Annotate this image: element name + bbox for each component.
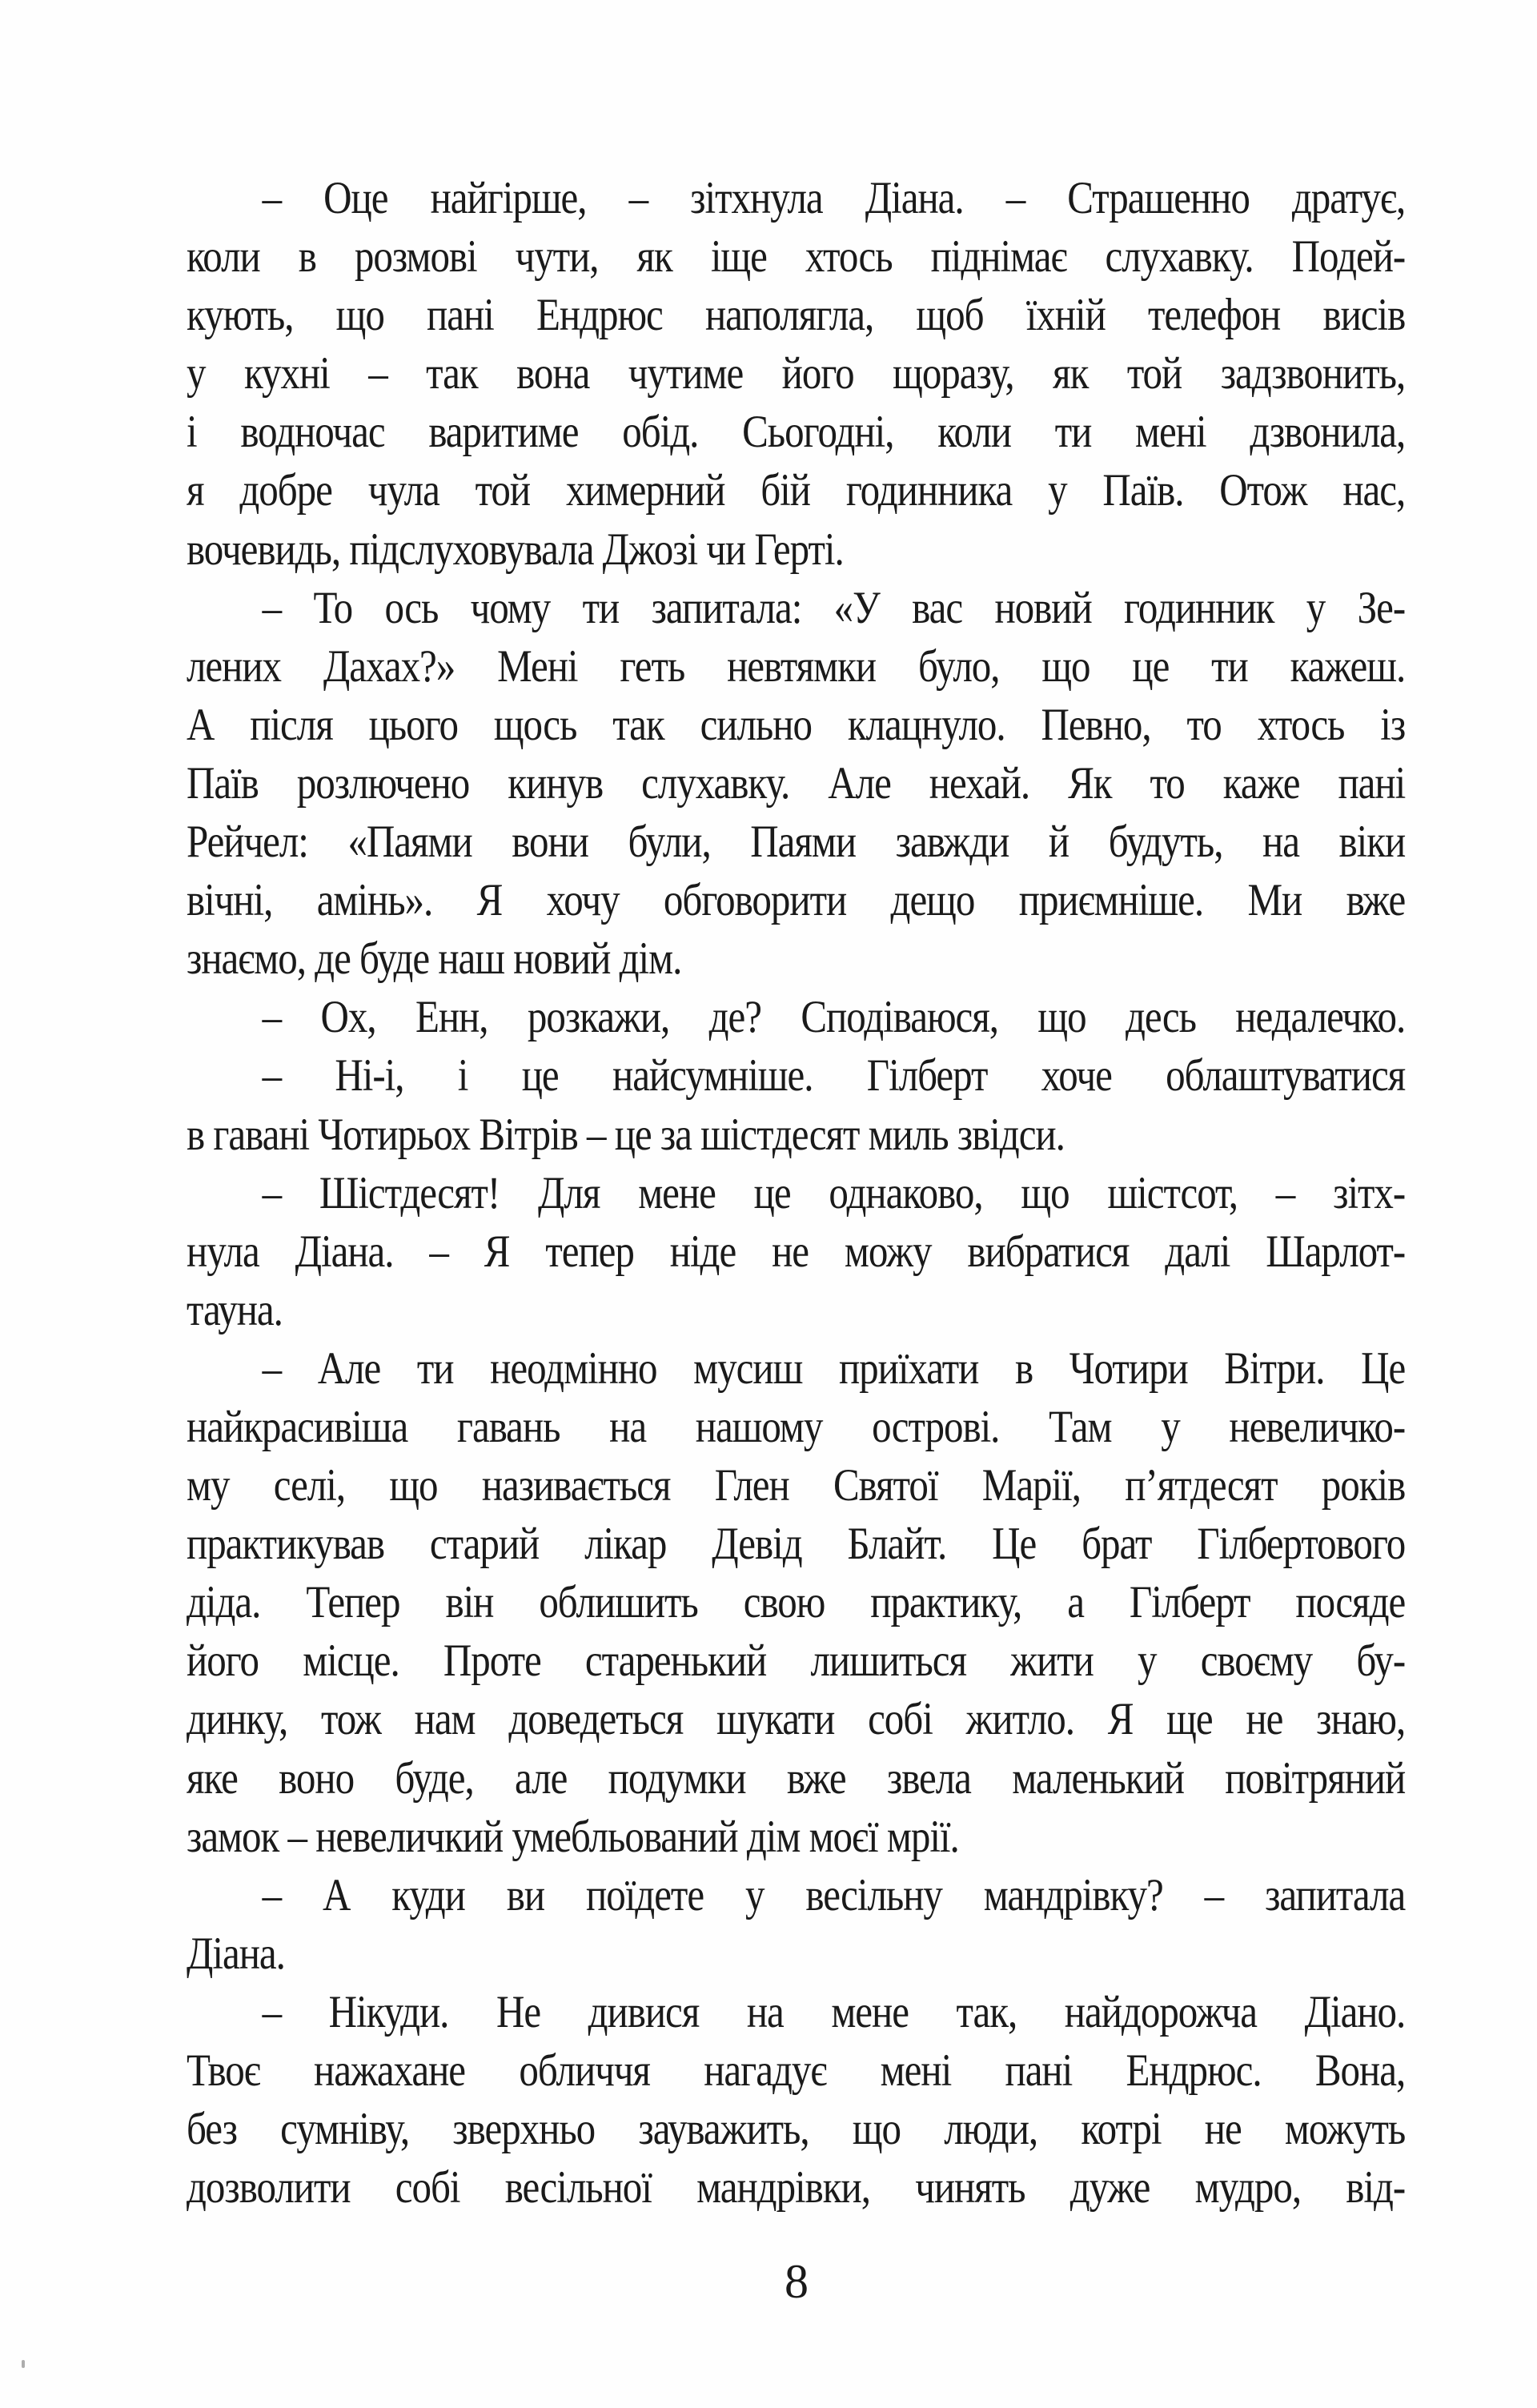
text-line: його місце. Проте старенький лишиться жити у своєму бу- (187, 1635, 1406, 1687)
text-line: – Оце найгірше, – зітхнула Діана. – Страшенно дратує, (262, 173, 1406, 223)
text-line: – Шістдесят! Для мене це однаково, що шістсот, – зітх- (262, 1167, 1406, 1218)
text-line: у кухні – так вона чутиме його щоразу, як той задзвонить, (187, 348, 1406, 399)
text-line: нула Діана. – Я тепер ніде не можу вибратися далі Шарлот- (187, 1226, 1406, 1277)
text-line: і водночас варитиме обід. Сьогодні, коли ти мені дзвонила, (187, 407, 1406, 458)
text-line: практикував старий лікар Девід Блайт. Це брат Гілбертового (187, 1519, 1406, 1570)
text-line: вічні, амінь». Я хочу обговорити дещо приємніше. Ми вже (187, 875, 1406, 926)
text-line: Рейчел: «Паями вони були, Паями завжди й будуть, на віки (187, 817, 1406, 868)
text-line: без сумніву, зверхньо зауважить, що люди, котрі не можуть (187, 2104, 1406, 2155)
text-line: коли в розмові чути, як іще хтось піднімає слухавку. Подей- (187, 231, 1406, 283)
text-line: я добре чула той химерний бій годинника у Паїв. Отож нас, (187, 465, 1406, 516)
text-line: – Ні-і, і це найсумніше. Гілберт хоче облаштуватися (262, 1050, 1406, 1102)
text-line: вочевидь, підслуховувала Джозі чи Герті. (187, 524, 844, 575)
text-line: тауна. (187, 1284, 283, 1335)
text-line: Діана. (187, 1928, 285, 1979)
text-line: Паїв розлючено кинув слухавку. Але нехай. Як то каже пані (187, 757, 1406, 809)
text-line: динку, тож нам доведеться шукати собі житло. Я ще не знаю, (187, 1694, 1406, 1745)
page-number: 8 (785, 2255, 809, 2308)
body-text (187, 169, 1405, 2217)
text-line: – А куди ви поїдете у весільну мандрівку? – запитала (262, 1869, 1406, 1920)
text-line: найкрасивіша гавань на нашому острові. Там у невеличко- (187, 1401, 1406, 1452)
text-line: замок – невеличкий умебльований дім моєї мрії. (187, 1811, 959, 1862)
text-line: А після цього щось так сильно клацнуло. Певно, то хтось із (187, 699, 1406, 750)
text-line: Твоє нажахане обличчя нагадує мені пані Ендрюс. Вона, (187, 2045, 1406, 2096)
text-line: – То ось чому ти запитала: «У вас новий годинник у Зе- (262, 582, 1406, 633)
text-line: діда. Тепер він облишить свою практику, а Гілберт посяде (187, 1577, 1406, 1628)
text-line: – Ох, Енн, розкажи, де? Сподіваюся, що десь недалечко. (262, 992, 1406, 1043)
text-line: – Але ти неодмінно мусиш приїхати в Чотири Вітри. Це (262, 1342, 1406, 1394)
text-line: знаємо, де буде наш новий дім. (187, 933, 682, 985)
text-line: – Нікуди. Не дивися на мене так, найдорожча Діано. (262, 1986, 1406, 2037)
scan-speck (22, 2360, 25, 2368)
text-line: му селі, що називається Глен Святої Марії, п’ятдесят років (187, 1460, 1406, 1511)
text-line: кують, що пані Ендрюс наполягла, щоб їхній телефон висів (187, 290, 1406, 341)
text-line: лених Дахах?» Мені геть невтямки було, що це ти кажеш. (187, 640, 1406, 692)
text-line: дозволити собі весільної мандрівки, чинять дуже мудро, від- (187, 2162, 1406, 2213)
text-line: в гавані Чотирьох Вітрів – це за шістдесят миль звідси. (187, 1109, 1065, 1160)
text-line: яке воно буде, але подумки вже звела маленький повітряний (187, 1752, 1406, 1804)
